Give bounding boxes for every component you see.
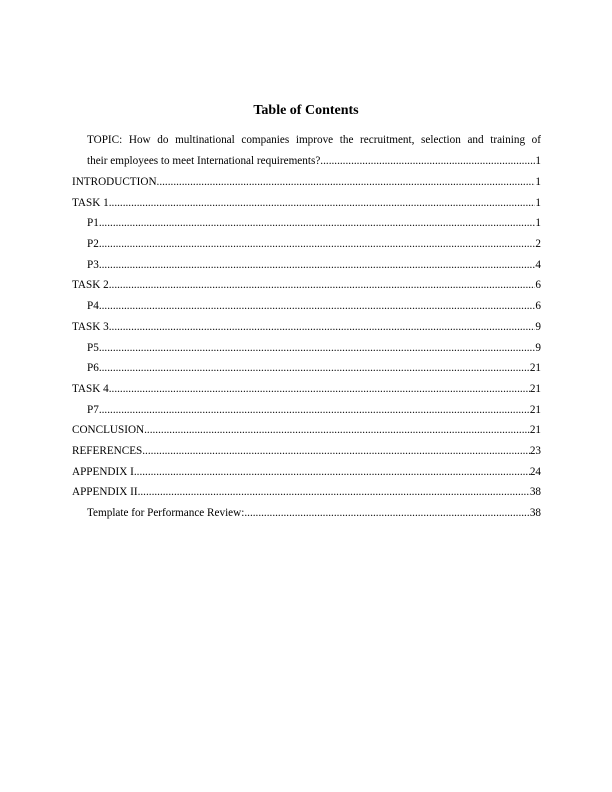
dot-leader xyxy=(99,255,536,276)
toc-entry[interactable] xyxy=(72,462,541,483)
toc-entry[interactable] xyxy=(72,379,541,400)
toc-entry-label: P2 xyxy=(87,238,99,251)
page-number: 1 xyxy=(535,196,541,209)
page-number: 9 xyxy=(535,320,541,333)
dot-leader xyxy=(109,193,536,214)
dot-leader xyxy=(99,296,536,317)
page-number: 38 xyxy=(529,486,541,499)
page-number: 21 xyxy=(529,362,541,375)
page-number: 2 xyxy=(535,238,541,251)
page-number: 9 xyxy=(535,341,541,354)
toc-entry-label: APPENDIX II xyxy=(72,486,138,499)
page-number: 21 xyxy=(529,424,541,437)
toc-entry[interactable] xyxy=(72,255,541,276)
page-number: 21 xyxy=(529,382,541,395)
table-of-contents xyxy=(72,130,541,524)
toc-entry-label: TASK 3 xyxy=(72,320,109,333)
toc-entry[interactable] xyxy=(72,234,541,255)
dot-leader xyxy=(99,400,530,421)
dot-leader xyxy=(144,420,530,441)
toc-entry[interactable] xyxy=(72,317,541,338)
toc-entry-label: P1 xyxy=(87,217,99,230)
toc-entry-label: INTRODUCTION xyxy=(72,176,157,188)
toc-entry-topic[interactable] xyxy=(72,130,541,172)
page-number: 4 xyxy=(535,258,541,271)
toc-entry[interactable] xyxy=(72,296,541,317)
toc-entry[interactable] xyxy=(72,420,541,441)
toc-entry[interactable] xyxy=(72,503,541,524)
dot-leader xyxy=(134,462,530,483)
dot-leader xyxy=(157,172,536,193)
dot-leader xyxy=(320,151,535,172)
dot-leader xyxy=(109,379,530,400)
page-number: 24 xyxy=(529,465,541,478)
toc-entry-label: TASK 4 xyxy=(72,382,109,395)
toc-entry-label: TASK 1 xyxy=(72,196,109,209)
toc-entry-label: P6 xyxy=(87,362,99,375)
dot-leader xyxy=(142,441,530,462)
toc-entry-label: P5 xyxy=(87,341,99,354)
toc-entry-label: P3 xyxy=(87,258,99,271)
toc-entry[interactable] xyxy=(72,400,541,421)
toc-title: Table of Contents xyxy=(253,103,359,118)
toc-entry[interactable] xyxy=(72,172,541,193)
toc-entry-label: CONCLUSION xyxy=(72,424,145,437)
toc-entry[interactable] xyxy=(72,193,541,214)
dot-leader xyxy=(109,317,536,338)
topic-line-1: TOPIC: How do multinational companies improve the recruitment, selection and training of xyxy=(87,134,541,146)
toc-entry-label: REFERENCES xyxy=(72,444,143,457)
toc-entry[interactable] xyxy=(72,275,541,296)
toc-entry-label: TASK 2 xyxy=(72,279,109,292)
toc-entry[interactable] xyxy=(72,482,541,503)
toc-entry-label: Template for Performance Review: xyxy=(87,507,245,519)
page-number: 38 xyxy=(529,507,541,519)
toc-entry-list xyxy=(72,172,541,524)
page-number: 6 xyxy=(535,300,541,313)
dot-leader xyxy=(99,358,530,379)
toc-entry[interactable] xyxy=(72,441,541,462)
dot-leader xyxy=(99,213,536,234)
page-number: 1 xyxy=(535,217,541,230)
dot-leader xyxy=(138,482,530,503)
toc-entry-label: P4 xyxy=(87,300,99,313)
dot-leader xyxy=(109,275,536,296)
page-number: 1 xyxy=(535,155,541,167)
topic-line-2: their employees to meet International requirements? xyxy=(87,155,321,167)
toc-entry[interactable] xyxy=(72,338,541,359)
page-number: 6 xyxy=(535,279,541,292)
page-number: 21 xyxy=(529,403,541,416)
page-number: 1 xyxy=(535,176,541,188)
toc-entry[interactable] xyxy=(72,213,541,234)
dot-leader xyxy=(244,503,529,524)
toc-entry-label: APPENDIX I xyxy=(72,465,134,478)
page-number: 23 xyxy=(529,444,541,457)
dot-leader xyxy=(99,338,536,359)
topic-line-2-row xyxy=(87,151,541,172)
dot-leader xyxy=(99,234,536,255)
toc-entry-label: P7 xyxy=(87,403,99,416)
toc-entry[interactable] xyxy=(72,358,541,379)
